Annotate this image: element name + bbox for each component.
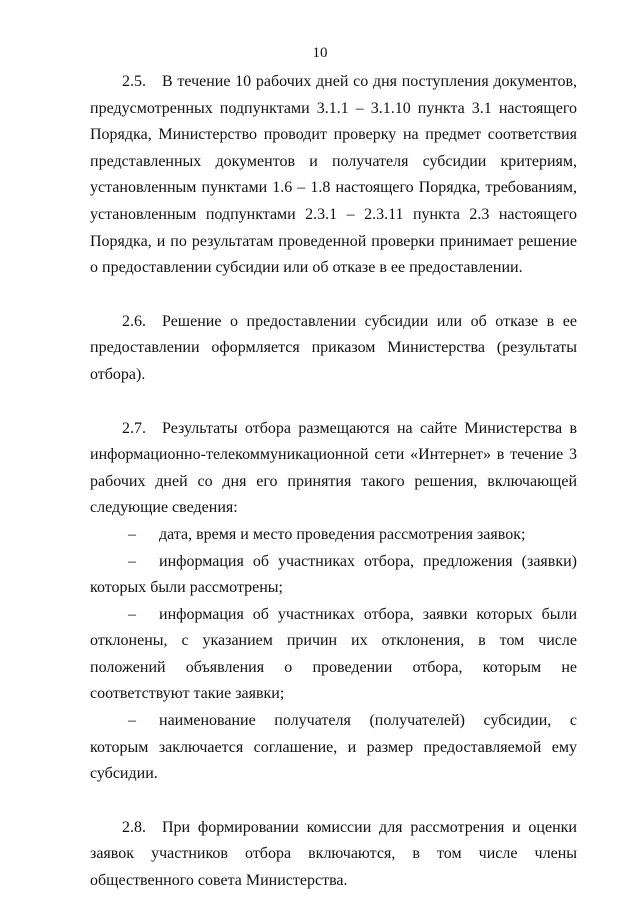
dash-marker: –	[128, 525, 136, 543]
list-item	[90, 522, 577, 549]
page-number: 10	[312, 45, 328, 61]
list-item-text: информация об участниках отбора, заявки которых были отклонены, с указанием причин их отклонения, в том числе положений объявления о проведении отбора, которым не соответствуют такие заявки;	[90, 605, 577, 703]
section-2-7: 2.7. Результаты отбора размещаются на сайте Министерства в информационно-телекоммуникационной сети «Интернет» в течение 3 рабочих дней со дня его принятия такого решения, включающей следующие сведения:	[90, 419, 577, 517]
list-item	[90, 708, 577, 788]
list-item	[90, 549, 577, 602]
paragraph-gap	[90, 282, 577, 309]
paragraph-gap	[90, 389, 577, 416]
dash-marker: –	[128, 712, 136, 730]
section-2-6: 2.6. Решение о предоставлении субсидии или об отказе в ее предоставлении оформляется приказом Министерства (результаты отбора).	[90, 312, 577, 383]
section-2-8: 2.8. При формировании комиссии для рассмотрения и оценки заявок участников отбора включаются, в том числе члены общественного совета Министерства.	[90, 818, 577, 890]
document-body	[90, 69, 577, 895]
dash-marker: –	[128, 605, 136, 623]
list-item	[90, 602, 577, 708]
list-item-text: дата, время и место проведения рассмотрения заявок;	[159, 525, 526, 543]
list-item-text: информация об участниках отбора, предложения (заявки) которых были рассмотрены;	[90, 552, 577, 597]
paragraph-gap	[90, 788, 577, 815]
list-item-text: наименование получателя (получателей) субсидии, с которым заключается соглашение, и размер предоставляемой ему субсидии.	[90, 712, 577, 783]
section-2-5: 2.5. В течение 10 рабочих дней со дня поступления документов, предусмотренных подпунктами 3.1.1 – 3.1.10 пункта 3.1 настоящего Порядка, Министерство проводит проверку на предмет соответствия представленных документов и получателя субсидии критериям, установленным пунктами 1.6 – 1.8 настоящего Порядка, требованиям, установленным подпунктами 2.3.1 – 2.3.11 пункта 2.3 настоящего Порядка, и по результатам проведенной проверки принимает решение о предоставлении субсидии или об отказе в ее предоставлении.	[90, 73, 577, 277]
dash-marker: –	[128, 552, 136, 570]
